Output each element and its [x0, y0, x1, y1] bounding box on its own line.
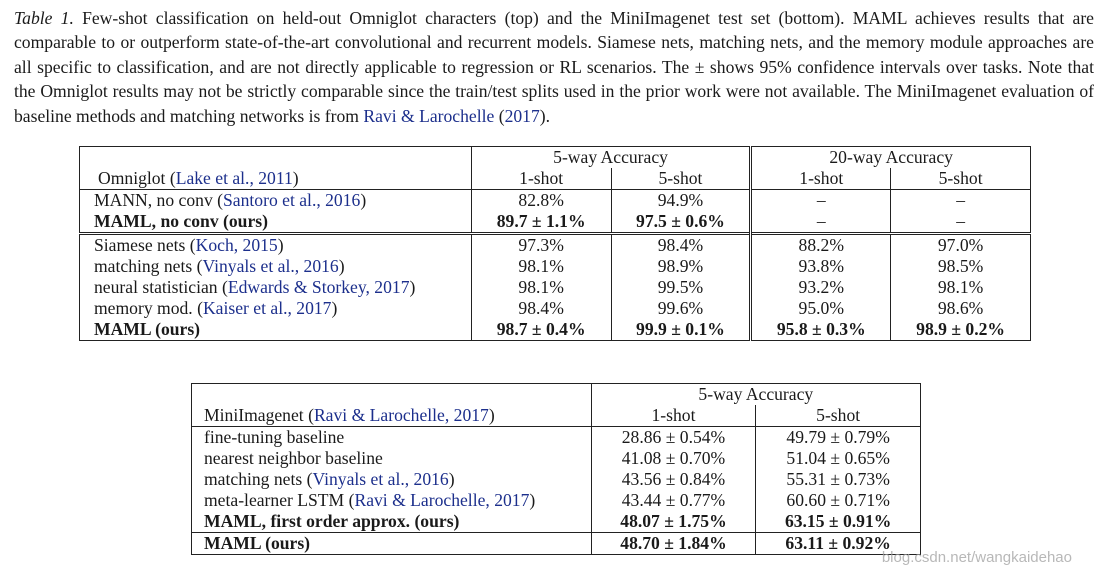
method-cite-link[interactable]: Vinyals et al., 2016 — [312, 469, 449, 489]
omniglot-20way-5shot-header: 5-shot — [891, 168, 1031, 190]
table-caption — [14, 6, 1094, 128]
miniimagenet-header-cite[interactable]: Ravi & Larochelle, 2017 — [313, 405, 489, 425]
omniglot-row — [80, 211, 1031, 234]
omniglot-value-cell: 98.4% — [611, 234, 751, 257]
omniglot-column-header-row — [80, 168, 1031, 190]
omniglot-header-label: Omniglot ( — [98, 168, 176, 188]
omniglot-header-blank — [80, 147, 472, 169]
watermark: blog.csdn.net/wangkaidehao — [881, 549, 1072, 566]
omniglot-value-cell: 98.9 ± 0.2% — [891, 319, 1031, 341]
omniglot-value-cell: 95.0% — [751, 298, 891, 319]
miniimagenet-row — [192, 469, 921, 490]
omniglot-row — [80, 319, 1031, 341]
miniimagenet-table — [191, 383, 921, 555]
method-name: neural statistician ( — [94, 277, 228, 297]
method-cite-link[interactable]: Ravi & Larochelle, 2017 — [354, 490, 530, 510]
omniglot-value-cell: 98.5% — [891, 256, 1031, 277]
method-cite-close: ) — [331, 298, 338, 318]
omniglot-value-cell: – — [751, 211, 891, 234]
omniglot-20way-1shot-header: 1-shot — [751, 168, 891, 190]
method-cite-close: ) — [448, 469, 455, 489]
miniimagenet-row — [192, 490, 921, 511]
miniimagenet-value-cell: 51.04 ± 0.65% — [756, 448, 921, 469]
miniimagenet-value-cell: 48.07 ± 1.75% — [591, 511, 756, 533]
omniglot-value-cell: 89.7 ± 1.1% — [471, 211, 611, 234]
miniimagenet-5way-header: 5-way Accuracy — [591, 384, 920, 406]
method-cite-close: ) — [277, 235, 284, 255]
miniimagenet-value-cell: 41.08 ± 0.70% — [591, 448, 756, 469]
omniglot-value-cell: 98.9% — [611, 256, 751, 277]
omniglot-value-cell: 82.8% — [471, 190, 611, 212]
miniimagenet-row — [192, 511, 921, 533]
omniglot-value-cell: 98.1% — [471, 256, 611, 277]
omniglot-method-cell — [80, 298, 472, 319]
method-name: meta-learner LSTM ( — [204, 490, 355, 510]
omniglot-value-cell: – — [751, 190, 891, 212]
omniglot-value-cell: 98.1% — [471, 277, 611, 298]
miniimagenet-method-cell — [192, 533, 592, 555]
miniimagenet-value-cell: 43.56 ± 0.84% — [591, 469, 756, 490]
omniglot-group-header-row — [80, 147, 1031, 169]
method-cite-close: ) — [529, 490, 536, 510]
caption-text: Few-shot classification on held-out Omniglot characters (top) and the MiniImagenet test set (bottom). MAML achieves results that are comparable to or outperform state-of-the-art convolutional and recurrent models. Siamese nets, matching nets, and the memory module approaches are all specific to classification, and are not directly applicable to regression or RL scenarios. The ± shows 95% confidence intervals over tasks. Note that the Omniglot results may not be strictly comparable since the train/test splits used in the prior work were not available. The MiniImagenet evaluation of baseline methods and matching networks is from — [14, 8, 1094, 126]
miniimagenet-value-cell: 63.15 ± 0.91% — [756, 511, 921, 533]
miniimagenet-value-cell: 43.44 ± 0.77% — [591, 490, 756, 511]
omniglot-header-cite[interactable]: Lake et al., 2011 — [175, 168, 293, 188]
method-cite-link[interactable]: Edwards & Storkey, 2017 — [227, 277, 410, 297]
omniglot-value-cell: 94.9% — [611, 190, 751, 212]
method-name: matching nets ( — [204, 469, 313, 489]
caption-label: Table 1. — [14, 8, 74, 28]
miniimagenet-value-cell: 48.70 ± 1.84% — [591, 533, 756, 555]
omniglot-value-cell: 98.1% — [891, 277, 1031, 298]
miniimagenet-value-cell: 49.79 ± 0.79% — [756, 427, 921, 449]
omniglot-value-cell: 88.2% — [751, 234, 891, 257]
miniimagenet-value-cell: 63.11 ± 0.92% — [756, 533, 921, 555]
omniglot-method-cell — [80, 211, 472, 234]
omniglot-method-cell — [80, 319, 472, 341]
method-cite-link[interactable]: Santoro et al., 2016 — [223, 190, 361, 210]
omniglot-row — [80, 190, 1031, 212]
omniglot-20way-header: 20-way Accuracy — [751, 147, 1031, 169]
method-name: Siamese nets ( — [94, 235, 196, 255]
omniglot-5way-header: 5-way Accuracy — [471, 147, 751, 169]
miniimagenet-group-header-row — [192, 384, 921, 406]
omniglot-value-cell: 97.0% — [891, 234, 1031, 257]
omniglot-value-cell: 99.6% — [611, 298, 751, 319]
omniglot-value-cell: 95.8 ± 0.3% — [751, 319, 891, 341]
omniglot-method-cell — [80, 190, 472, 212]
method-name: MAML (ours) — [204, 533, 311, 553]
miniimagenet-dataset-header — [192, 405, 592, 427]
caption-cite-year-link[interactable]: 2017 — [504, 105, 540, 126]
omniglot-method-cell — [80, 277, 472, 298]
omniglot-value-cell: 99.9 ± 0.1% — [611, 319, 751, 341]
method-name: fine-tuning baseline — [204, 427, 345, 447]
miniimagenet-row — [192, 427, 921, 449]
miniimagenet-method-cell — [192, 469, 592, 490]
omniglot-header-close: ) — [292, 168, 299, 188]
omniglot-value-cell: 99.5% — [611, 277, 751, 298]
miniimagenet-header-label: MiniImagenet ( — [204, 405, 314, 425]
omniglot-row — [80, 234, 1031, 257]
miniimagenet-5shot-header: 5-shot — [756, 405, 921, 427]
miniimagenet-value-cell: 60.60 ± 0.71% — [756, 490, 921, 511]
miniimagenet-row — [192, 448, 921, 469]
miniimagenet-method-cell — [192, 427, 592, 449]
caption-cite-close: ). — [539, 105, 551, 126]
omniglot-body — [80, 190, 1031, 341]
method-cite-close: ) — [360, 190, 367, 210]
miniimagenet-method-cell — [192, 490, 592, 511]
omniglot-dataset-header — [80, 168, 472, 190]
omniglot-method-cell — [80, 234, 472, 257]
miniimagenet-body — [192, 427, 921, 555]
miniimagenet-column-header-row — [192, 405, 921, 427]
method-cite-link[interactable]: Koch, 2015 — [195, 235, 278, 255]
omniglot-5way-1shot-header: 1-shot — [471, 168, 611, 190]
omniglot-value-cell: 98.7 ± 0.4% — [471, 319, 611, 341]
method-cite-close: ) — [338, 256, 345, 276]
omniglot-value-cell: 98.6% — [891, 298, 1031, 319]
omniglot-method-cell — [80, 256, 472, 277]
method-name: nearest neighbor baseline — [204, 448, 383, 468]
omniglot-value-cell: 97.5 ± 0.6% — [611, 211, 751, 234]
method-cite-link[interactable]: Vinyals et al., 2016 — [202, 256, 339, 276]
method-name: MAML, first order approx. (ours) — [204, 511, 460, 531]
miniimagenet-value-cell: 55.31 ± 0.73% — [756, 469, 921, 490]
omniglot-value-cell: 93.8% — [751, 256, 891, 277]
omniglot-row — [80, 277, 1031, 298]
miniimagenet-1shot-header: 1-shot — [591, 405, 756, 427]
omniglot-value-cell: 97.3% — [471, 234, 611, 257]
method-name: matching nets ( — [94, 256, 203, 276]
method-name: MANN, no conv ( — [94, 190, 224, 210]
miniimagenet-row — [192, 533, 921, 555]
omniglot-value-cell: 93.2% — [751, 277, 891, 298]
omniglot-table — [79, 146, 1031, 341]
miniimagenet-method-cell — [192, 511, 592, 533]
method-name: memory mod. ( — [94, 298, 203, 318]
miniimagenet-header-close: ) — [488, 405, 495, 425]
omniglot-value-cell: – — [891, 211, 1031, 234]
miniimagenet-header-blank — [192, 384, 592, 406]
method-name: MAML (ours) — [94, 319, 201, 339]
miniimagenet-value-cell: 28.86 ± 0.54% — [591, 427, 756, 449]
method-cite-link[interactable]: Kaiser et al., 2017 — [202, 298, 332, 318]
method-name: MAML, no conv (ours) — [94, 211, 268, 231]
omniglot-value-cell: 98.4% — [471, 298, 611, 319]
caption-cite-link[interactable]: Ravi & Larochelle — [363, 105, 495, 126]
method-cite-close: ) — [409, 277, 416, 297]
omniglot-row — [80, 256, 1031, 277]
miniimagenet-method-cell — [192, 448, 592, 469]
caption-cite-open: ( — [494, 105, 505, 126]
omniglot-row — [80, 298, 1031, 319]
omniglot-5way-5shot-header: 5-shot — [611, 168, 751, 190]
omniglot-value-cell: – — [891, 190, 1031, 212]
